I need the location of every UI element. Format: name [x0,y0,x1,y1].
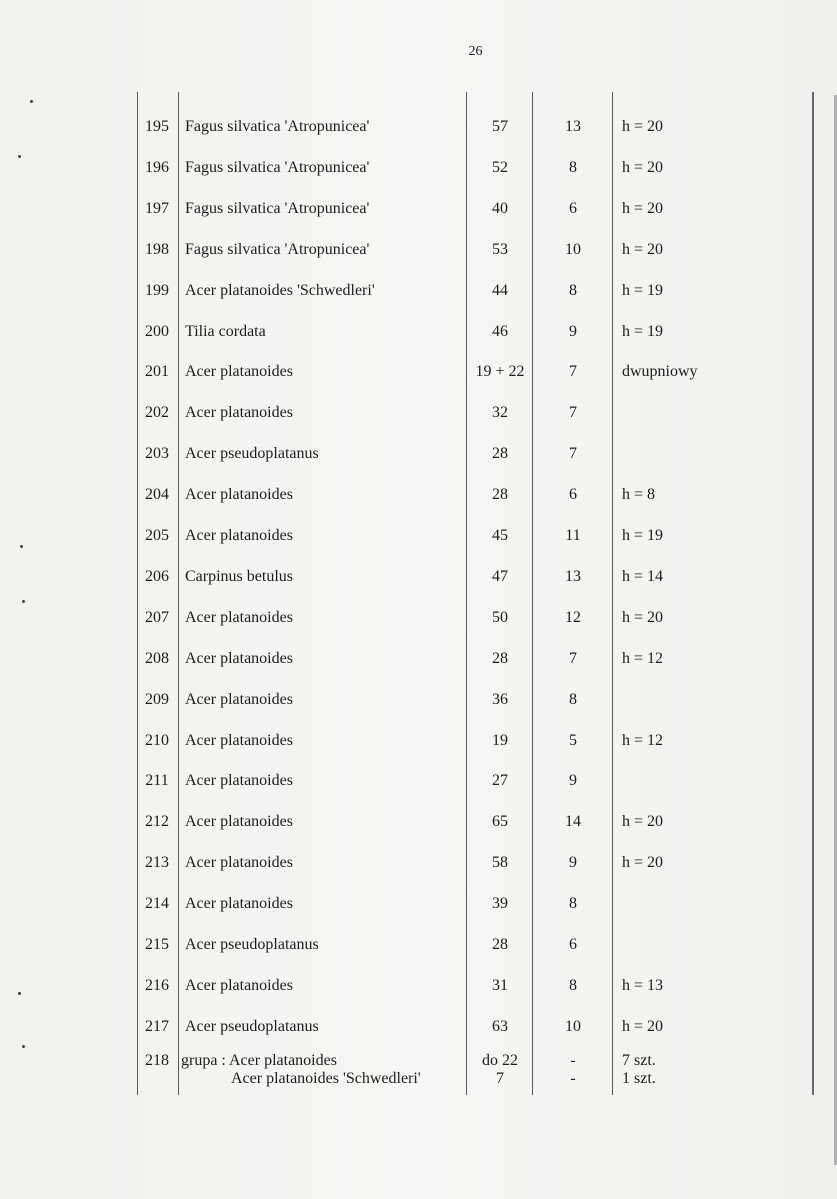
crown-diameter: 8 [569,976,577,994]
trunk-circumference: 7 [496,1070,504,1087]
species-name: Acer pseudoplatanus [185,936,319,953]
table-row [0,644,837,674]
species-name: Fagus silvatica 'Atropunicea' [185,118,370,135]
crown-diameter: 13 [565,567,581,585]
scan-speck [30,100,33,103]
crown-diameter: 8 [569,281,577,299]
note: h = 20 [622,199,664,217]
row-number: 214 [145,895,169,913]
row-number: 207 [145,608,169,626]
crown-diameter: 8 [569,690,577,708]
row-number: 216 [145,976,169,994]
species-name: Acer platanoides [185,649,293,667]
table-row [0,235,837,265]
species-name: Acer platanoides [185,772,293,790]
crown-diameter: 5 [569,731,577,749]
crown-diameter: 13 [565,118,581,135]
note: h = 14 [622,567,664,585]
row-number: 206 [145,567,169,585]
species-name: Acer platanoides [185,404,293,422]
table-row [0,112,837,142]
crown-diameter: 6 [569,936,577,953]
row-number: 209 [145,690,169,708]
row-number: 197 [145,199,169,217]
row-number: 205 [145,527,169,544]
table-row [0,603,837,633]
row-number: 201 [145,363,169,381]
trunk-circumference: 40 [492,199,508,217]
species-name: grupa : Acer platanoides [181,1052,337,1069]
crown-diameter: 8 [569,158,577,176]
crown-diameter: 14 [565,813,581,831]
note: 7 szt. [622,1052,656,1069]
row-number: 212 [145,813,169,831]
trunk-circumference: 19 [492,731,508,749]
species-name: Acer platanoides [185,854,293,872]
row-number: 217 [145,1017,169,1035]
crown-diameter: 11 [565,527,581,544]
trunk-circumference: 39 [492,895,508,913]
trunk-circumference: 46 [492,322,508,340]
crown-diameter: 7 [569,445,577,463]
row-number: 218 [145,1052,169,1069]
trunk-circumference: 52 [492,158,508,176]
note: h = 12 [622,731,664,749]
crown-diameter: 6 [569,486,577,504]
species-name: Carpinus betulus [185,567,293,585]
crown-diameter: - [570,1052,576,1069]
note: h = 20 [622,854,664,872]
trunk-circumference: 47 [492,567,508,585]
table-row [0,726,837,756]
note: h = 20 [622,240,664,258]
table-row [0,153,837,183]
row-number: 213 [145,854,169,872]
row-number: 195 [145,118,169,135]
species-name: Tilia cordata [185,322,266,340]
note: h = 20 [622,608,664,626]
species-name: Acer platanoides [185,813,293,831]
trunk-circumference: 53 [492,240,508,258]
crown-diameter: 7 [569,363,577,381]
species-name: Acer platanoides [185,976,293,994]
note: 1 szt. [622,1070,656,1087]
trunk-circumference: 28 [492,936,508,953]
trunk-circumference: 31 [492,976,508,994]
note: dwupniowy [622,363,698,381]
species-name: Fagus silvatica 'Atropunicea' [185,240,370,258]
row-number: 196 [145,158,169,176]
trunk-circumference: do 22 [482,1052,518,1069]
row-number: 199 [145,281,169,299]
crown-diameter: 6 [569,199,577,217]
table-row [0,194,837,224]
species-name: Acer platanoides [185,527,293,544]
species-name: Acer platanoides 'Schwedleri' [231,1070,421,1087]
table-row [0,1012,837,1042]
row-number: 203 [145,445,169,463]
row-number: 208 [145,649,169,667]
table-row [0,562,837,592]
trunk-circumference: 19 + 22 [475,363,525,381]
crown-diameter: 7 [569,649,577,667]
note: h = 20 [622,1017,664,1035]
species-name: Acer platanoides [185,608,293,626]
note: h = 20 [622,118,664,135]
row-number: 215 [145,936,169,953]
table-row [0,889,837,919]
note: h = 19 [622,322,664,340]
trunk-circumference: 28 [492,445,508,463]
trunk-circumference: 27 [492,772,508,790]
note: h = 8 [622,486,656,504]
crown-diameter: 10 [565,1017,581,1035]
table-row [0,439,837,469]
table-row [0,685,837,715]
note: h = 20 [622,813,664,831]
note: h = 12 [622,649,664,667]
table-row [0,480,837,510]
species-name: Acer platanoides [185,731,293,749]
note: h = 19 [622,527,664,544]
species-name: Acer platanoides [185,690,293,708]
species-name: Acer pseudoplatanus [185,1017,319,1035]
crown-diameter: 12 [565,608,581,626]
crown-diameter: 10 [565,240,581,258]
page-number: 26 [468,44,483,59]
crown-diameter: 9 [569,772,577,790]
trunk-circumference: 58 [492,854,508,872]
note: h = 13 [622,976,664,994]
table-row [0,766,837,796]
trunk-circumference: 36 [492,690,508,708]
trunk-circumference: 45 [492,527,508,544]
species-name: Fagus silvatica 'Atropunicea' [185,199,370,217]
row-number: 200 [145,322,169,340]
species-name: Acer platanoides [185,363,293,381]
species-name: Acer pseudoplatanus [185,445,319,463]
row-number: 204 [145,486,169,504]
trunk-circumference: 50 [492,608,508,626]
species-name: Acer platanoides [185,895,293,913]
note: h = 19 [622,281,664,299]
table-row [0,398,837,428]
table-row [0,807,837,837]
note: h = 20 [622,158,664,176]
trunk-circumference: 63 [492,1017,508,1035]
table-row [0,276,837,306]
crown-diameter: - [570,1070,576,1087]
trunk-circumference: 65 [492,813,508,831]
species-name: Fagus silvatica 'Atropunicea' [185,158,370,176]
table-row [0,971,837,1001]
crown-diameter: 7 [569,404,577,422]
row-number: 198 [145,240,169,258]
table-row [0,317,837,347]
species-name: Acer platanoides [185,486,293,504]
table-row [0,930,837,960]
trunk-circumference: 32 [492,404,508,422]
trunk-circumference: 57 [492,118,508,135]
table-row [0,848,837,878]
row-number: 210 [145,731,169,749]
crown-diameter: 9 [569,854,577,872]
row-number: 202 [145,404,169,422]
table-row [0,521,837,551]
trunk-circumference: 28 [492,486,508,504]
crown-diameter: 9 [569,322,577,340]
table-row [0,357,837,387]
scan-speck [22,1045,25,1048]
trunk-circumference: 44 [492,281,508,299]
crown-diameter: 8 [569,895,577,913]
trunk-circumference: 28 [492,649,508,667]
species-name: Acer platanoides 'Schwedleri' [185,281,375,299]
row-number: 211 [145,772,169,790]
